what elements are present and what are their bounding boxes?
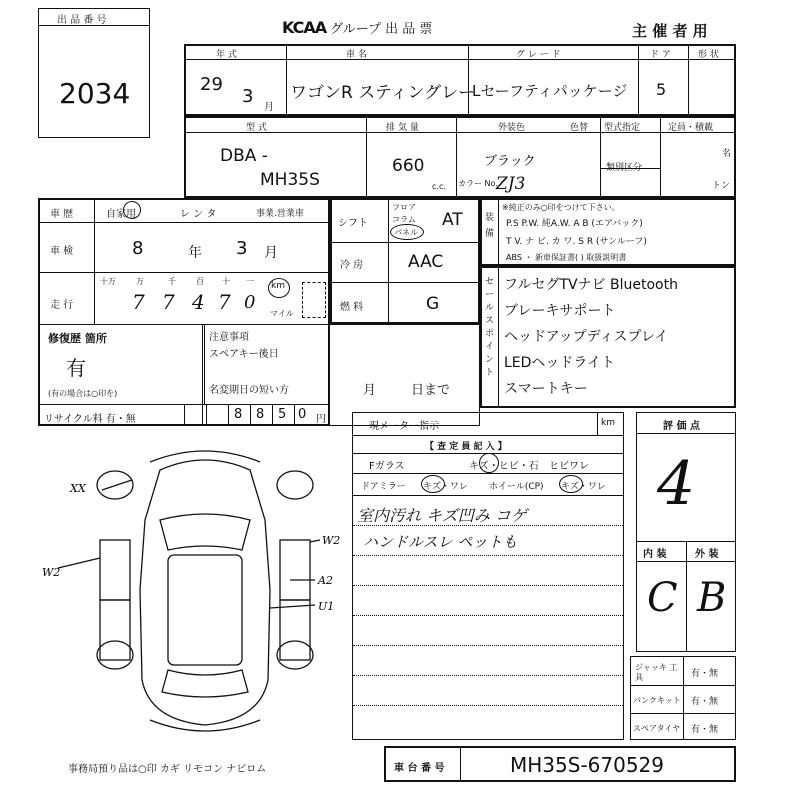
equipment-line1: P.S P.W. 純A.W. A B (エアバック)	[506, 219, 643, 229]
label-recycle: リサイクル料 有・無	[44, 414, 136, 425]
diagram-mark-4: A2	[318, 574, 333, 587]
mirror-options: キズ・ワレ	[423, 482, 468, 492]
unit-10k: 万	[136, 277, 144, 286]
left-rear-door	[100, 600, 130, 660]
selling-points-box	[480, 266, 736, 408]
label-km: km	[271, 281, 285, 291]
unit-100k: 十万	[100, 277, 116, 286]
year-value: 29	[200, 74, 223, 95]
equipment-note: ※純正のみ○印をつけて下さい。	[502, 203, 620, 212]
label-floor: フロア	[392, 203, 416, 212]
label-jack: ジャッキ 工 具	[635, 663, 678, 682]
car-diagram	[42, 440, 350, 750]
label-day: 日まで	[411, 383, 451, 398]
label-rental: レ ン タ	[180, 209, 217, 220]
glass-options: キズ・ヒビ・石	[469, 461, 539, 472]
label-repair: 修復歴 箇所	[48, 332, 107, 345]
label-inspection: 車 検	[50, 246, 74, 257]
equipment-line2: T V. ナ ビ. カ ワ. S R (サンルーフ)	[506, 237, 647, 247]
panel-circle	[390, 224, 424, 240]
mileage-digit-5: 0	[244, 292, 256, 313]
selling-point-1: フルセグTVナビ Bluetooth	[504, 277, 678, 293]
selling-points-side-label: セールスポイント	[485, 277, 495, 378]
remark-line-1: 室内汚れ キズ凹み コゲ	[357, 506, 527, 525]
repair-value: 有	[66, 356, 86, 380]
mileage-digit-1: 7	[132, 290, 145, 314]
label-spare: スペアタイヤ	[633, 724, 681, 733]
label-exterior: 外 装	[695, 549, 719, 560]
left-front-door	[100, 540, 130, 600]
lot-number: 2034	[59, 77, 131, 110]
label-shape: 形 状	[698, 50, 719, 60]
exterior-grade: B	[697, 575, 727, 621]
mirror-circle	[421, 475, 445, 493]
footer-keys: 事務局預り品は○印 カギ リモコン ナビロム	[68, 764, 267, 775]
label-exterior: 外装色	[498, 123, 526, 133]
inspection-year: 8	[132, 238, 144, 259]
inspection-year-unit: 年	[188, 245, 202, 261]
label-class: 類別区分	[606, 163, 643, 173]
score-box	[636, 412, 736, 652]
equipment-box	[480, 198, 736, 266]
label-short-period: 名変期日の短い方	[209, 385, 289, 396]
displacement-value: 660	[392, 156, 425, 176]
label-wheel: ホイール(CP)	[489, 482, 544, 492]
label-business: 事業.営業車	[256, 209, 304, 219]
notes-box	[202, 324, 480, 426]
roof	[168, 555, 242, 665]
diagram-mark-1: XX	[70, 482, 86, 495]
equipment-side-label: 装備	[485, 213, 495, 239]
recycle-digit-3: 5	[278, 407, 287, 422]
car-name: ワゴンR スティングレー	[290, 83, 476, 103]
recycle-digit-4: 0	[298, 407, 307, 422]
right-rear-door	[280, 600, 310, 660]
color-code: ZJ3	[496, 174, 526, 194]
label-ac: 冷 房	[340, 260, 364, 271]
label-meter: 現メーター指示	[369, 421, 439, 432]
lot-box	[38, 8, 150, 138]
label-repair-note: (有の場合は○印を)	[48, 389, 118, 398]
label-chassis: 車 台 番 号	[394, 763, 445, 774]
label-history: 車 歴	[50, 209, 74, 220]
wheel-options: キズ・ワレ	[561, 482, 606, 492]
label-model-designation: 型式指定	[604, 123, 641, 133]
right-rear-tire	[277, 641, 313, 669]
label-capacity: 定員・積載	[668, 123, 714, 133]
selling-point-3: ヘッドアップディスプレイ	[504, 329, 669, 345]
car-body-outline	[140, 460, 270, 725]
label-year: 年 式	[216, 50, 237, 60]
ac-value: AAC	[408, 252, 444, 272]
tools-box	[630, 656, 736, 740]
interior-grade: C	[647, 575, 678, 621]
diagram-mark-3: W2	[322, 534, 341, 547]
label-meter-km: km	[601, 418, 615, 428]
label-color-no: カラー No.	[458, 179, 498, 188]
recycle-digit-1: 8	[234, 407, 243, 422]
lot-label: 出 品 番 号	[57, 15, 107, 26]
label-name: 車 名	[346, 50, 367, 60]
fuel-value: G	[426, 294, 440, 314]
month-unit: 月	[264, 102, 274, 113]
label-notes: 注意事項	[209, 332, 249, 343]
unit-1: 一	[246, 277, 254, 286]
organizer-label: 主 催 者 用	[632, 22, 708, 40]
selling-point-2: ブレーキサポート	[504, 303, 616, 319]
label-column: コラム	[392, 215, 416, 224]
label-month: 月	[363, 383, 377, 398]
exterior-color: ブラック	[484, 154, 536, 169]
chassis-number: MH35S-670529	[510, 753, 665, 777]
chassis-box	[384, 746, 736, 782]
inspection-box	[352, 412, 624, 740]
mid-box	[330, 198, 480, 324]
mark-line-2	[58, 558, 100, 568]
mileage-digit-3: 4	[192, 290, 205, 314]
label-cc: c.c.	[432, 182, 446, 191]
mark-line-5	[270, 605, 315, 608]
label-mirror: ドアミラー	[361, 482, 406, 492]
label-appraiser: 【 査 定 員 記 入 】	[425, 442, 507, 452]
remark-line-2: ハンドルスレ ペットも	[363, 533, 518, 551]
row2-box	[184, 116, 736, 198]
unit-10: 十	[222, 277, 230, 286]
notes-value: スペアキー後日	[209, 349, 279, 360]
label-color-change: 色替	[570, 123, 589, 133]
mark-line-1	[102, 480, 132, 490]
mile-box	[302, 282, 326, 318]
shift-value: AT	[442, 210, 463, 230]
recycle-digit-2: 8	[256, 407, 265, 422]
rear-window	[162, 670, 248, 697]
right-front-tire	[277, 471, 313, 499]
mileage-digit-2: 7	[162, 290, 175, 314]
puncture-options: 有・無	[691, 697, 719, 707]
selling-point-5: スマートキー	[504, 381, 588, 397]
label-panel: パネル	[394, 228, 418, 237]
label-grade: グ レ ー ド	[516, 50, 561, 60]
left-rear-tire	[97, 641, 133, 669]
spare-options: 有・無	[691, 725, 719, 735]
label-model: 型 式	[246, 123, 267, 133]
model-line2: MH35S	[260, 170, 320, 190]
label-fuel: 燃 料	[340, 302, 364, 313]
glass-circle	[479, 453, 499, 473]
label-mileage: 走 行	[50, 300, 74, 311]
grade-value: Lセーフティパッケージ	[472, 82, 628, 100]
equipment-line3: ABS ・ 新車保証書( ) 取扱説明書	[506, 253, 627, 262]
windshield	[160, 514, 250, 550]
label-persons: 名	[722, 149, 732, 159]
glass-options-2: ヒビワレ	[549, 461, 589, 472]
inspection-month-unit: 月	[264, 245, 278, 261]
selling-point-4: LEDヘッドライト	[504, 355, 616, 371]
label-doors: ド ア	[650, 50, 671, 60]
mileage-digit-4: 7	[218, 290, 231, 314]
row1-box	[184, 44, 736, 116]
label-interior: 内 装	[643, 549, 667, 560]
diagram-mark-5: U1	[318, 600, 335, 613]
label-glass: Fガラス	[369, 461, 405, 472]
wheel-circle	[559, 475, 583, 493]
month-value: 3	[242, 86, 254, 107]
label-own-use: 自家用	[106, 209, 136, 220]
form-title: グループ 出 品 票	[330, 22, 433, 37]
label-yen: 円	[316, 414, 326, 425]
score-value: 4	[657, 449, 696, 519]
label-tons: トン	[712, 181, 731, 191]
label-score: 評 価 点	[663, 421, 700, 432]
label-shift: シフト	[338, 218, 368, 229]
jack-options: 有・無	[691, 669, 719, 679]
doors-value: 5	[656, 80, 667, 99]
own-use-circle	[123, 201, 141, 219]
mark-line-3	[310, 540, 320, 542]
label-mile: マイル	[270, 309, 294, 318]
diagram-mark-2: W2	[42, 566, 61, 579]
inspection-month: 3	[236, 238, 248, 259]
right-front-door	[280, 540, 310, 600]
label-displacement: 排 気 量	[386, 123, 419, 133]
unit-1k: 千	[168, 277, 176, 286]
brand-logo: KCAA	[282, 18, 327, 37]
unit-100: 百	[196, 277, 204, 286]
label-puncture: パンクキット	[633, 696, 681, 705]
model-line1: DBA -	[220, 146, 268, 166]
